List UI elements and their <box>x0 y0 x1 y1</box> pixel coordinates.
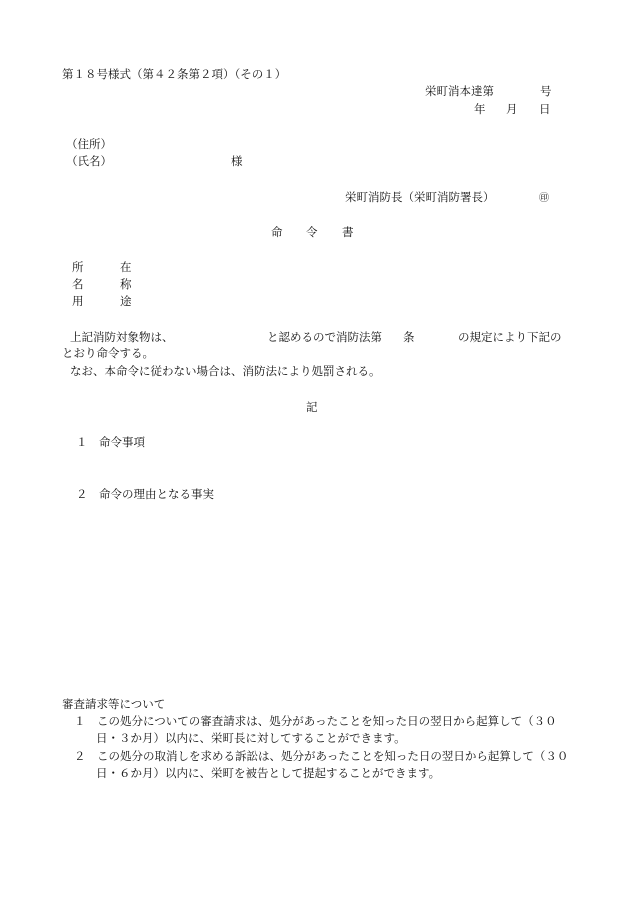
field-name-char-2: 称 <box>120 279 132 291</box>
issuer-name: 栄町消防長（栄町消防署長） <box>345 192 495 204</box>
field-use-char-2: 途 <box>120 296 132 308</box>
title-char-3: 書 <box>342 227 354 239</box>
name-label: （氏名） <box>66 156 112 168</box>
body-note: なお、本命令に従わない場合は、消防法により処罰される。 <box>70 366 381 378</box>
body-line1-segment-2: と認めるので消防法第 <box>267 332 382 344</box>
appeal-item-1-line-2: 日・３か月）以内に、栄町長に対してすることができます。 <box>96 733 406 745</box>
appeal-heading: 審査請求等について <box>62 699 166 711</box>
field-use-char-1: 用 <box>72 296 84 308</box>
document-number-suffix: 号 <box>540 86 552 98</box>
title-char-1: 命 <box>271 227 283 239</box>
seal-icon: ㊞ <box>539 193 549 204</box>
date-year-label: 年 <box>474 104 486 116</box>
appeal-item-2-line-2: 日・６か月）以内に、栄町を被告として提起することができます。 <box>96 768 441 780</box>
title-char-2: 令 <box>306 227 318 239</box>
body-line1-segment-1: 上記消防対象物は、 <box>70 332 174 344</box>
date-month-label: 月 <box>506 104 518 116</box>
field-location-char-2: 在 <box>120 262 132 274</box>
body-line1-segment-3: 条 <box>403 332 415 344</box>
record-heading: 記 <box>306 402 318 414</box>
field-name-char-1: 名 <box>72 279 84 291</box>
item-reason: ２ 命令の理由となる事実 <box>76 489 214 501</box>
form-number: 第１８号様式（第４２条第２項）（その１） <box>62 69 287 81</box>
address-label: （住所） <box>66 139 112 151</box>
appeal-item-2-line-1: ２ この処分の取消しを求める訴訟は、処分があったことを知った日の翌日から起算して（３０ <box>74 751 569 763</box>
document-number-prefix: 栄町消本達第 <box>425 86 494 98</box>
item-order: １ 命令事項 <box>76 437 145 449</box>
date-day-label: 日 <box>539 104 551 116</box>
body-line2: とおり命令する。 <box>62 348 154 360</box>
honorific: 様 <box>231 156 243 168</box>
field-location-char-1: 所 <box>72 262 84 274</box>
appeal-item-1-line-1: １ この処分についての審査請求は、処分があったことを知った日の翌日から起算して（３０ <box>74 716 557 728</box>
body-line1-segment-4: の規定により下記の <box>458 332 562 344</box>
